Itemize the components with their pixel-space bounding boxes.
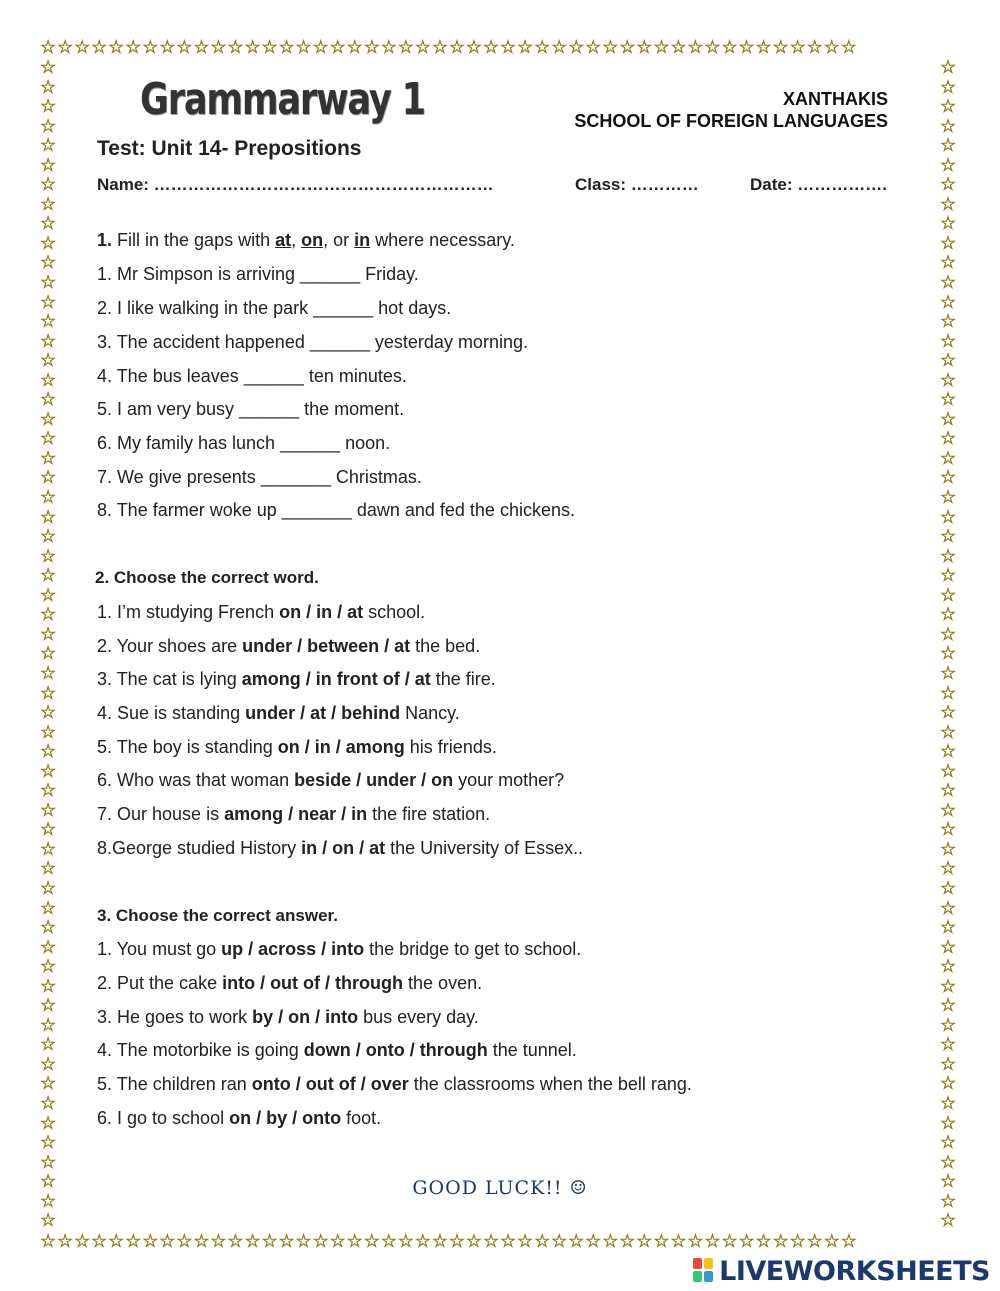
star-icon: ☆	[940, 115, 957, 136]
star-icon: ☆	[940, 1014, 957, 1035]
star-icon: ☆	[40, 232, 57, 253]
star-icon: ☆	[40, 369, 57, 390]
star-icon: ☆	[940, 1132, 957, 1153]
s1-item-1[interactable]: 1. Mr Simpson is arriving ______ Friday.	[97, 264, 419, 284]
star-icon: ☆	[940, 858, 957, 879]
star-border-left	[40, 58, 60, 1230]
star-icon: ☆	[40, 447, 57, 468]
star-icon: ☆	[940, 838, 957, 859]
s2-item-6-text: 6. Who was that woman	[97, 770, 295, 790]
star-icon: ☆	[40, 936, 57, 957]
date-field[interactable]: Date: …………….	[750, 175, 887, 194]
star-icon: ☆	[940, 702, 957, 723]
star-icon: ☆	[940, 565, 957, 586]
s1-item-8[interactable]: 8. The farmer woke up _______ dawn and fed the chickens.	[97, 500, 575, 520]
star-icon: ☆	[940, 467, 957, 488]
star-icon: ☆	[940, 58, 957, 77]
s2-item-6-end: your mother?	[453, 770, 565, 790]
star-icon: ☆	[40, 975, 57, 996]
s2-item-4-text: 4. Sue is standing	[97, 703, 246, 723]
star-icon: ☆	[40, 623, 57, 644]
star-icon: ☆	[940, 584, 957, 605]
star-icon: ☆	[40, 1014, 57, 1035]
s2-item-5-options[interactable]: on / in / among	[277, 737, 405, 757]
star-icon: ☆	[40, 76, 57, 97]
s1-item-3[interactable]: 3. The accident happened ______ yesterday morning.	[97, 332, 528, 352]
star-icon: ☆	[940, 741, 957, 762]
star-icon: ☆	[40, 1210, 57, 1230]
star-icon: ☆	[940, 1053, 957, 1074]
s2-item-2-options[interactable]: under / between / at	[242, 636, 411, 656]
star-icon: ☆	[940, 135, 957, 156]
star-icon: ☆	[940, 662, 957, 683]
star-icon: ☆	[940, 721, 957, 742]
s2-item-3	[97, 669, 496, 690]
star-icon: ☆	[40, 1190, 57, 1211]
star-icon: ☆	[940, 447, 957, 468]
section2-heading: 2. Choose the correct word.	[95, 568, 319, 587]
star-icon: ☆	[40, 330, 57, 351]
s3-item-2-text: 2. Put the cake	[97, 973, 223, 993]
star-icon: ☆	[40, 1073, 57, 1094]
star-icon: ☆	[940, 252, 957, 273]
s2-item-1-options[interactable]: on / in / at	[279, 602, 364, 622]
star-icon: ☆	[940, 975, 957, 996]
school-line-1: XANTHAKIS	[782, 89, 888, 109]
s2-item-4	[97, 703, 460, 724]
star-icon: ☆	[940, 428, 957, 449]
star-icon: ☆	[40, 389, 57, 410]
s3-item-6-text: 6. I go to school	[97, 1108, 230, 1128]
star-icon: ☆	[40, 995, 57, 1016]
liveworksheets-text: LIVEWORKSHEETS	[719, 1255, 990, 1287]
star-icon: ☆	[940, 780, 957, 801]
s2-item-5-text: 5. The boy is standing	[97, 737, 278, 757]
s1-item-7[interactable]: 7. We give presents _______ Christmas.	[97, 467, 422, 487]
liveworksheets-watermark[interactable]	[693, 1256, 990, 1286]
s1-item-5[interactable]: 5. I am very busy ______ the moment.	[97, 399, 405, 419]
star-icon: ☆	[40, 604, 57, 625]
star-icon: ☆	[40, 858, 57, 879]
section3-heading: 3. Choose the correct answer.	[97, 906, 338, 925]
section1-comma: ,	[291, 230, 302, 250]
star-icon: ☆	[40, 350, 57, 371]
s3-item-1-options[interactable]: up / across / into	[221, 939, 365, 959]
star-icon: ☆	[40, 643, 57, 664]
s3-item-5-text: 5. The children ran	[97, 1074, 252, 1094]
star-icon: ☆	[40, 682, 57, 703]
school-line-2: SCHOOL OF FOREIGN LANGUAGES	[574, 111, 888, 131]
s3-item-4-end: the tunnel.	[487, 1040, 577, 1060]
s2-item-2	[97, 636, 480, 657]
s2-item-6	[97, 770, 564, 791]
star-icon: ☆	[940, 1034, 957, 1055]
star-icon: ☆	[40, 487, 57, 508]
s1-item-2[interactable]: 2. I like walking in the park ______ hot days.	[97, 298, 452, 318]
star-icon: ☆	[940, 936, 957, 957]
s3-item-2-options[interactable]: into / out of / through	[222, 973, 404, 993]
star-icon: ☆	[40, 741, 57, 762]
s2-item-4-end: Nancy.	[400, 703, 460, 723]
star-icon: ☆	[940, 311, 957, 332]
s2-item-1-text: 1. I’m studying French	[97, 602, 280, 622]
s3-item-6-options[interactable]: on / by / onto	[229, 1108, 342, 1128]
star-icon: ☆	[940, 1073, 957, 1094]
s3-item-1-end: the bridge to get to school.	[364, 939, 582, 959]
s2-item-5	[97, 737, 497, 758]
s3-item-5	[97, 1074, 692, 1095]
s2-item-3-options[interactable]: among / in front of / at	[241, 669, 431, 689]
star-icon: ☆	[40, 135, 57, 156]
star-icon: ☆	[40, 1171, 57, 1192]
star-icon: ☆	[40, 877, 57, 898]
star-icon: ☆	[40, 252, 57, 273]
star-icon: ☆	[40, 1112, 57, 1133]
star-icon: ☆	[40, 526, 57, 547]
s3-item-1-text: 1. You must go	[97, 939, 222, 959]
star-icon: ☆	[940, 819, 957, 840]
star-icon: ☆	[940, 1151, 957, 1172]
star-icon: ☆	[40, 408, 57, 429]
star-icon: ☆	[940, 291, 957, 312]
star-icon: ☆	[40, 721, 57, 742]
class-field[interactable]: Class: …………	[575, 175, 699, 194]
s3-item-3-options[interactable]: by / on / into	[252, 1007, 359, 1027]
s3-item-2-end: the oven.	[403, 973, 483, 993]
star-icon: ☆	[940, 1112, 957, 1133]
s2-item-8-text: 8.George studied History	[97, 838, 302, 858]
star-icon: ☆	[40, 1151, 57, 1172]
star-icon: ☆	[940, 1092, 957, 1113]
star-icon: ☆	[40, 428, 57, 449]
star-icon: ☆	[940, 917, 957, 938]
star-icon: ☆	[40, 799, 57, 820]
s2-item-4-options[interactable]: under / at / behind	[245, 703, 401, 723]
s2-item-8-options[interactable]: in / on / at	[301, 838, 386, 858]
star-icon: ☆	[940, 545, 957, 566]
s2-item-2-text: 2. Your shoes are	[97, 636, 243, 656]
section1-instr-a: Fill in the gaps with	[112, 230, 276, 250]
s1-item-6[interactable]: 6. My family has lunch ______ noon.	[97, 433, 391, 453]
star-icon: ☆	[940, 1171, 957, 1192]
star-icon: ☆	[940, 506, 957, 527]
good-luck-message: GOOD LUCK!! ☺	[412, 1177, 588, 1199]
star-icon: ☆	[940, 96, 957, 117]
star-icon: ☆	[940, 193, 957, 214]
star-icon: ☆	[40, 838, 57, 859]
star-icon: ☆	[40, 819, 57, 840]
s3-item-6	[97, 1108, 381, 1129]
star-icon: ☆	[940, 1210, 957, 1230]
section1-instr-b: where necessary.	[370, 230, 515, 250]
star-icon: ☆	[940, 408, 957, 429]
star-border-top: ☆☆☆☆☆☆☆☆☆☆☆☆☆☆☆☆☆☆☆☆☆☆☆☆☆☆☆☆☆☆☆☆☆☆☆☆☆☆☆☆☆☆☆☆☆☆☆☆	[40, 38, 858, 56]
star-icon: ☆	[940, 956, 957, 977]
star-icon: ☆	[940, 877, 957, 898]
star-icon: ☆	[40, 662, 57, 683]
star-icon: ☆	[940, 76, 957, 97]
liveworksheets-logo-icon	[693, 1258, 715, 1284]
s3-item-4-text: 4. The motorbike is going	[97, 1040, 304, 1060]
star-icon: ☆	[940, 487, 957, 508]
star-icon: ☆	[940, 526, 957, 547]
star-icon: ☆	[40, 311, 57, 332]
star-icon: ☆	[40, 760, 57, 781]
s2-item-1-end: school.	[363, 602, 426, 622]
star-icon: ☆	[940, 154, 957, 175]
star-icon: ☆	[940, 643, 957, 664]
s3-item-1	[97, 939, 581, 960]
star-icon: ☆	[40, 96, 57, 117]
star-icon: ☆	[940, 232, 957, 253]
star-icon: ☆	[40, 58, 57, 77]
star-icon: ☆	[40, 272, 57, 293]
brand-title: Grammarway 1	[140, 74, 425, 125]
section1-number: 1.	[97, 230, 113, 250]
s3-item-5-end: the classrooms when the bell rang.	[408, 1074, 692, 1094]
star-icon: ☆	[40, 1034, 57, 1055]
s3-item-3	[97, 1007, 479, 1028]
star-icon: ☆	[40, 174, 57, 195]
star-icon: ☆	[40, 467, 57, 488]
star-icon: ☆	[940, 330, 957, 351]
s2-item-8	[97, 838, 583, 859]
s2-item-3-text: 3. The cat is lying	[97, 669, 242, 689]
star-icon: ☆	[40, 956, 57, 977]
star-icon: ☆	[940, 389, 957, 410]
s2-item-3-end: the fire.	[430, 669, 496, 689]
s2-item-8-end: the University of Essex..	[385, 838, 584, 858]
star-icon: ☆	[40, 1132, 57, 1153]
star-icon: ☆	[940, 682, 957, 703]
star-icon: ☆	[940, 369, 957, 390]
star-icon: ☆	[40, 565, 57, 586]
word-on: on	[301, 230, 324, 250]
star-icon: ☆	[940, 799, 957, 820]
s3-item-3-text: 3. He goes to work	[97, 1007, 253, 1027]
s3-item-5-options[interactable]: onto / out of / over	[251, 1074, 409, 1094]
star-icon: ☆	[940, 174, 957, 195]
word-at: at	[275, 230, 292, 250]
star-icon: ☆	[40, 291, 57, 312]
star-icon: ☆	[40, 545, 57, 566]
star-icon: ☆	[940, 350, 957, 371]
s3-item-3-end: bus every day.	[358, 1007, 479, 1027]
star-icon: ☆	[40, 1053, 57, 1074]
star-icon: ☆	[940, 760, 957, 781]
star-icon: ☆	[40, 213, 57, 234]
star-icon: ☆	[40, 115, 57, 136]
s2-item-7-end: the fire station.	[367, 804, 491, 824]
star-icon: ☆	[40, 897, 57, 918]
name-field[interactable]: Name: ……………………………………………………	[97, 175, 494, 194]
word-in: in	[354, 230, 371, 250]
star-icon: ☆	[940, 1190, 957, 1211]
star-border-right	[940, 58, 960, 1230]
section1-instruction	[97, 230, 515, 251]
star-icon: ☆	[40, 584, 57, 605]
star-icon: ☆	[40, 780, 57, 801]
s2-item-1	[97, 602, 425, 623]
s2-item-5-end: his friends.	[404, 737, 497, 757]
s3-item-6-end: foot.	[341, 1108, 382, 1128]
school-name	[574, 88, 888, 132]
star-border-bottom: ☆☆☆☆☆☆☆☆☆☆☆☆☆☆☆☆☆☆☆☆☆☆☆☆☆☆☆☆☆☆☆☆☆☆☆☆☆☆☆☆☆☆☆☆☆☆☆☆	[40, 1232, 858, 1250]
s3-item-4	[97, 1040, 577, 1061]
star-icon: ☆	[40, 154, 57, 175]
s2-item-7-options[interactable]: among / near / in	[224, 804, 368, 824]
s3-item-4-options[interactable]: down / onto / through	[303, 1040, 488, 1060]
s2-item-7-text: 7. Our house is	[97, 804, 225, 824]
section1-or: , or	[323, 230, 355, 250]
star-icon: ☆	[40, 702, 57, 723]
star-icon: ☆	[940, 995, 957, 1016]
s2-item-2-end: the bed.	[410, 636, 481, 656]
s2-item-6-options[interactable]: beside / under / on	[294, 770, 454, 790]
s2-item-7	[97, 804, 490, 825]
star-icon: ☆	[940, 604, 957, 625]
s3-item-2	[97, 973, 482, 994]
s1-item-4[interactable]: 4. The bus leaves ______ ten minutes.	[97, 366, 407, 386]
star-icon: ☆	[40, 917, 57, 938]
star-icon: ☆	[40, 1092, 57, 1113]
star-icon: ☆	[40, 506, 57, 527]
star-icon: ☆	[940, 272, 957, 293]
star-icon: ☆	[40, 193, 57, 214]
test-title: Test: Unit 14- Prepositions	[97, 137, 362, 160]
star-icon: ☆	[940, 623, 957, 644]
star-icon: ☆	[940, 897, 957, 918]
star-icon: ☆	[940, 213, 957, 234]
